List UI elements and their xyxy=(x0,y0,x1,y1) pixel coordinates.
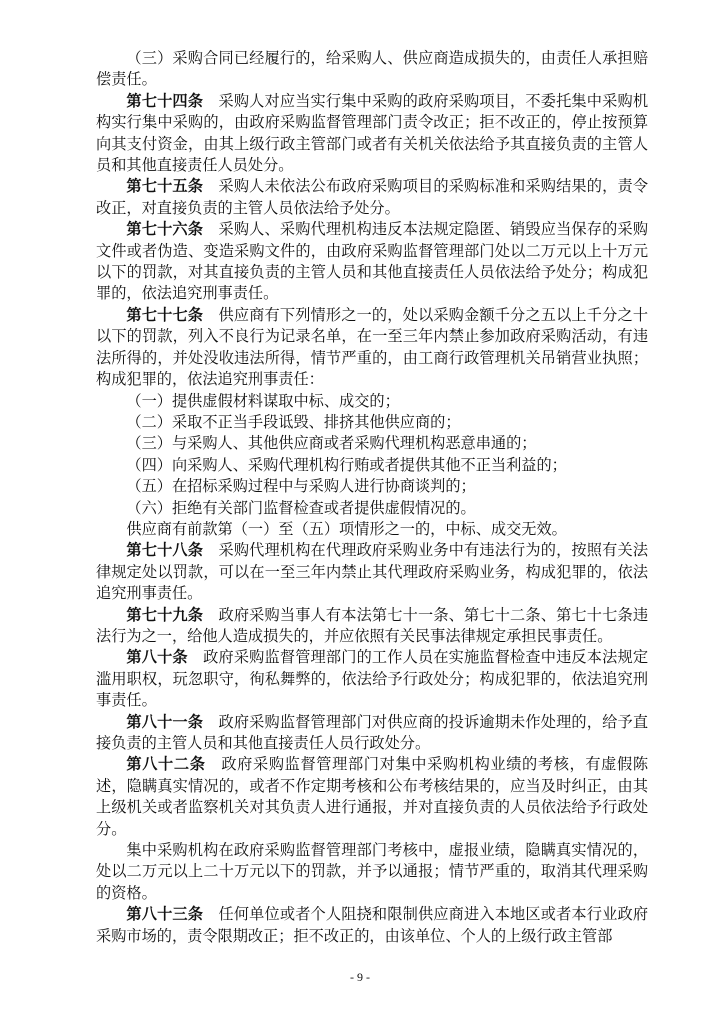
article-text: 政府采购监督管理部门对供应商的投诉逾期未作处理的，给予直接负责的主管人员和其他直接责任人员行政处分。 xyxy=(96,712,649,752)
text-paragraph: （五）在招标采购过程中与采购人进行协商谈判的； xyxy=(126,477,476,496)
document-body xyxy=(96,48,648,947)
article-number: 第八十三条 xyxy=(126,905,204,924)
text-paragraph: 供应商有前款第（一）至（五）项情形之一的，中标、成交无效。 xyxy=(126,519,567,538)
article-number: 第八十条 xyxy=(126,648,188,667)
article-number: 第七十四条 xyxy=(126,91,204,110)
text-paragraph: 集中采购机构在政府采购监督管理部门考核中，虚报业绩，隐瞒真实情况的，处以二万元以上二十万元以下的罚款，并予以通报；情节严重的，取消其代理采购的资格。 xyxy=(96,841,648,902)
article-text: 采购人未依法公布政府采购项目的采购标准和采购结果的，责令改正，对直接负责的主管人员依法给予处分。 xyxy=(96,177,649,217)
page-number: - 9 - xyxy=(350,970,370,984)
article-paragraph xyxy=(96,712,648,755)
text-paragraph: （三）采购合同已经履行的，给采购人、供应商造成损失的，由责任人承担赔偿责任。 xyxy=(96,49,648,89)
article-paragraph xyxy=(96,647,648,711)
article-paragraph xyxy=(96,219,648,305)
article-number: 第七十五条 xyxy=(126,177,204,196)
article-text: 政府采购监督管理部门对集中采购机构业绩的考核，有虚假陈述，隐瞒真实情况的，或者不作定期考核和公布考核结果的，应当及时纠正，由其上级机关或者监察机关对其负责人进行通报，并对直接负责的人员依法给予行政处分。 xyxy=(96,755,649,838)
article-paragraph xyxy=(96,540,648,604)
article-paragraph xyxy=(96,91,648,177)
article-text: 政府采购监督管理部门的工作人员在实施监督检查中违反本法规定滥用职权，玩忽职守，徇私舞弊的，依法给予行政处分；构成犯罪的，依法追究刑事责任。 xyxy=(96,648,649,710)
article-text: 供应商有下列情形之一的，处以采购金额千分之五以上千分之十以下的罚款，列入不良行为记录名单，在一至三年内禁止参加政府采购活动，有违法所得的，并处没收违法所得，情节严重的，由工商行政管理机关吊销营业执照；构成犯罪的，依法追究刑事责任： xyxy=(96,305,649,389)
article-number: 第七十八条 xyxy=(126,541,204,560)
article-paragraph xyxy=(96,904,648,947)
article-text: 任何单位或者个人阻挠和限制供应商进入本地区或者本行业政府采购市场的，责令限期改正；拒不改正的，由该单位、个人的上级行政主管部 xyxy=(96,905,649,945)
article-text: 采购人、采购代理机构违反本法规定隐匿、销毁应当保存的采购文件或者伪造、变造采购文件的，由政府采购监督管理部门处以二万元以上十万元以下的罚款，对其直接负责的主管人员和其他直接责任人员依法给予处分；构成犯罪的，依法追究刑事责任。 xyxy=(96,220,649,303)
article-paragraph xyxy=(96,305,648,391)
text-paragraph: （一）提供虚假材料谋取中标、成交的； xyxy=(126,391,400,410)
article-text: 政府采购当事人有本法第七十一条、第七十二条、第七十七条违法行为之一，给他人造成损失的，并应依照有关民事法律规定承担民事责任。 xyxy=(96,605,649,645)
article-number: 第七十九条 xyxy=(126,605,204,624)
article-number: 第八十二条 xyxy=(126,755,206,774)
text-paragraph: （六）拒绝有关部门监督检查或者提供虚假情况的。 xyxy=(126,498,476,517)
article-number: 第八十一条 xyxy=(126,712,204,731)
text-paragraph: （二）采取不正当手段诋毁、排挤其他供应商的； xyxy=(126,412,461,431)
article-number: 第七十六条 xyxy=(126,220,204,239)
article-text: 采购人对应当实行集中采购的政府采购项目，不委托集中采购机构实行集中采购的，由政府采购监督管理部门责令改正；拒不改正的，停止按预算向其支付资金，由其上级行政主管部门或者有关机关依法给予其直接负责的主管人员和其他直接责任人员处分。 xyxy=(96,91,649,175)
text-paragraph: （三）与采购人、其他供应商或者采购代理机构恶意串通的； xyxy=(126,434,537,453)
article-paragraph xyxy=(96,176,648,219)
article-text: 采购代理机构在代理政府采购业务中有违法行为的，按照有关法律规定处以罚款，可以在一至三年内禁止其代理政府采购业务，构成犯罪的，依法追究刑事责任。 xyxy=(96,541,649,603)
article-number: 第七十七条 xyxy=(126,305,204,324)
article-paragraph xyxy=(96,605,648,648)
article-paragraph xyxy=(96,754,648,840)
text-paragraph: （四）向采购人、采购代理机构行贿或者提供其他不正当利益的； xyxy=(126,455,567,474)
